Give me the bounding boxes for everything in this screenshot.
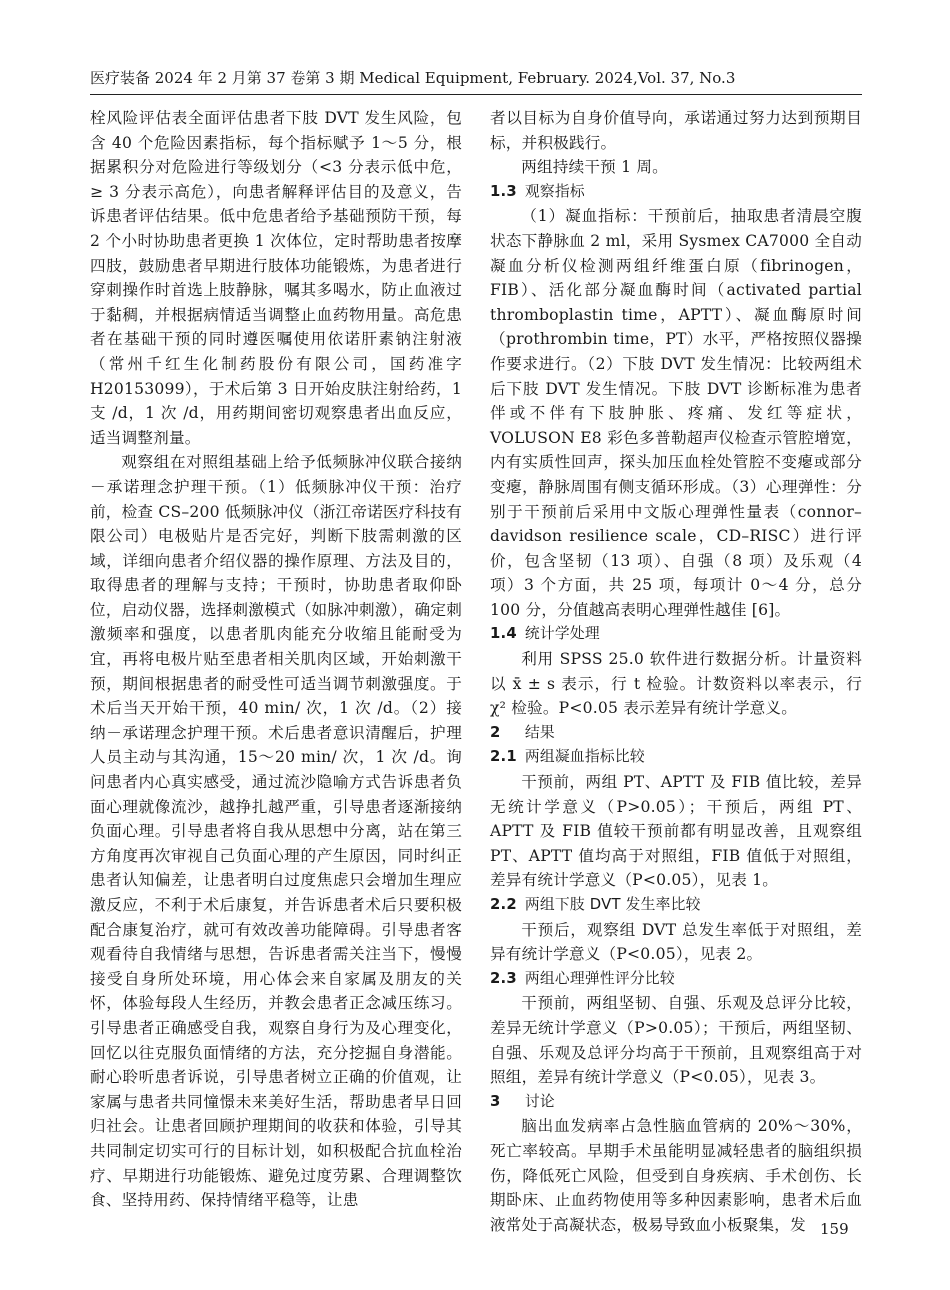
section-heading — [490, 721, 862, 746]
section-number: 2 — [490, 723, 501, 741]
paragraph: 者以目标为自身价值导向，承诺通过努力达到预期目标，并积极践行。 — [490, 109, 862, 152]
paragraph: 利用 SPSS 25.0 软件进行数据分析。计量资料以 x̄ ± s 表示，行 t 检验。计数资料以率表示，行 χ² 检验。P<0.05 表示差异有统计学意义。 — [490, 650, 862, 718]
section-number: 2.2 — [490, 896, 517, 913]
paragraph: 脑出血发病率占急性脑血管病的 20%～30%，死亡率较高。早期手术虽能明显减轻患者的脑组织损伤，降低死亡风险，但受到自身疾病、手术创伤、长期卧床、止血药物使用等多种因素影响，患者术后血液常处于高凝状态，极易导致血小板聚集，发 — [490, 1117, 862, 1234]
header-divider — [90, 94, 862, 95]
running-header: 医疗装备 2024 年 2 月第 37 卷第 3 期 Medical Equipment, February. 2024,Vol. 37, No.3 — [90, 69, 736, 87]
section-number: 2.1 — [490, 748, 517, 766]
section-heading — [490, 622, 862, 647]
right-column — [490, 106, 862, 1237]
section-title: 两组下肢 DVT 发生率比较 — [524, 896, 701, 913]
section-title: 结果 — [524, 723, 555, 741]
section-number: 1.4 — [490, 625, 517, 643]
section-heading — [490, 893, 862, 918]
section-number: 1.3 — [490, 182, 517, 200]
paragraph: 观察组在对照组基础上给予低频脉冲仪联合接纳－承诺理念护理干预。（1）低频脉冲仪干预：治疗前，检查 CS–200 低频脉冲仪（浙江帝诺医疗科技有限公司）电极贴片是否完好，判断下肢需刺激的区域，详细向患者介绍仪器的操作原理、方法及目的，取得患者的理解与支持；干预时，协助患者取仰卧位，启动仪器，选择刺激模式（如脉冲刺激），确定刺激频率和强度，以患者肌肉能充分收缩且能耐受为宜，再将电极片贴至患者相关肌肉区域，开始刺激干预，期间根据患者的耐受性可适当调节刺激强度。于术后当天开始干预，40 min/ 次，1 次 /d。（2）接纳－承诺理念护理干预。术后患者意识清醒后，护理人员主动与其沟通，15～20 min/ 次，1 次 /d。询问患者内心真实感受，通过流沙隐喻方式告诉患者负面心理就像流沙，越挣扎越严重，引导患者逐渐接纳负面心理。引导患者将自我从思想中分离，站在第三方角度再次审视自己负面心理的产生原因，同时纠正患者认知偏差，让患者明白过度焦虑只会增加生理应激反应，不利于术后康复，并告诉患者术后只要积极配合康复治疗，就可有效改善功能障碍。引导患者客观看待自我情绪与思想，告诉患者需关注当下，慢慢接受自身所处环境，用心体会来自家属及朋友的关怀，体验每段人生经历，并教会患者正念减压练习。引导患者正确感受自我，观察自身行为及心理变化，回忆以往克服负面情绪的方法，充分挖掘自身潜能。耐心聆听患者诉说，引导患者树立正确的价值观，让家属与患者共同憧憬未来美好生活，帮助患者早日回归社会。让患者回顾护理期间的收获和体验，引导其共同制定切实可行的目标计划，如积极配合抗血栓治疗、早期进行功能锻炼、避免过度劳累、合理调整饮食、坚持用药、保持情绪平稳等，让患 — [90, 453, 462, 1210]
section-title: 观察指标 — [524, 182, 585, 200]
section-title: 统计学处理 — [524, 625, 600, 643]
paragraph: 两组持续干预 1 周。 — [521, 158, 668, 177]
section-number: 2.3 — [490, 969, 517, 987]
section-heading — [490, 180, 862, 205]
section-title: 两组心理弹性评分比较 — [524, 969, 675, 987]
paragraph: 干预后，观察组 DVT 总发生率低于对照组，差异有统计学意义（P<0.05），见表 2。 — [490, 920, 862, 964]
section-heading — [490, 1090, 862, 1115]
paragraph: 干预前，两组 PT、APTT 及 FIB 值比较，差异无统计学意义（P>0.05）；干预后，两组 PT、APTT 及 FIB 值较干预前都有明显改善，且观察组 PT、APTT 值均高于对照组，FIB 值低于对照组，差异有统计学意义（P<0.05），见表 1。 — [490, 773, 862, 890]
paragraph: （1）凝血指标：干预前后，抽取患者清晨空腹状态下静脉血 2 ml，采用 Sysmex CA7000 全自动凝血分析仪检测两组纤维蛋白原（fibrinogen，FIB）、活化部分凝血酶时间（activated partial thromboplastin time，APTT）、凝血酶原时间（prothrombin time，PT）水平，严格按照仪器操作要求进行。（2）下肢 DVT 发生情况：比较两组术后下肢 DVT 发生情况。下肢 DVT 诊断标准为患者伴或不伴有下肢肿胀、疼痛、发红等症状，VOLUSON E8 彩色多普勒超声仪检查示管腔增宽，内有实质性回声，探头加压血栓处管腔不变瘪或部分变瘪，静脉周围有侧支循环形成。（3）心理弹性：分别于干预前后采用中文版心理弹性量表（connor–davidson resilience scale，CD–RISC）进行评价，包含坚韧（13 项）、自强（8 项）及乐观（4 项）3 个方面，共 25 项，每项计 0～4 分，总分 100 分，分值越高表明心理弹性越佳 [6]。 — [490, 207, 862, 619]
section-title: 讨论 — [524, 1092, 555, 1110]
section-heading — [490, 967, 862, 992]
section-number: 3 — [490, 1092, 501, 1110]
page-number: 159 — [820, 1220, 849, 1238]
left-column — [90, 106, 462, 1213]
section-heading — [490, 745, 862, 770]
paragraph: 干预前，两组坚韧、自强、乐观及总评分比较，差异无统计学意义（P>0.05）；干预后，两组坚韧、自强、乐观及总评分均高于干预前，且观察组高于对照组，差异有统计学意义（P<0.05），见表 3。 — [490, 994, 862, 1087]
paragraph: 栓风险评估表全面评估患者下肢 DVT 发生风险，包含 40 个危险因素指标，每个指标赋予 1～5 分，根据累积分对危险进行等级划分（<3 分表示低中危，≥ 3 分表示高危），向患者解释评估目的及意义，告诉患者评估结果。低中危患者给予基础预防干预，每 2 个小时协助患者更换 1 次体位，定时帮助患者按摩四肢，鼓励患者早期进行肢体功能锻炼，为患者进行穿刺操作时首选上肢静脉，嘱其多喝水，防止血液过于黏稠，并根据病情适当调整止血药物用量。高危患者在基础干预的同时遵医嘱使用依诺肝素钠注射液（常州千红生化制药股份有限公司，国药准字 H20153099），于术后第 3 日开始皮肤注射给药，1 支 /d，1 次 /d，用药期间密切观察患者出血反应，适当调整剂量。 — [90, 109, 462, 447]
section-title: 两组凝血指标比较 — [524, 748, 645, 766]
